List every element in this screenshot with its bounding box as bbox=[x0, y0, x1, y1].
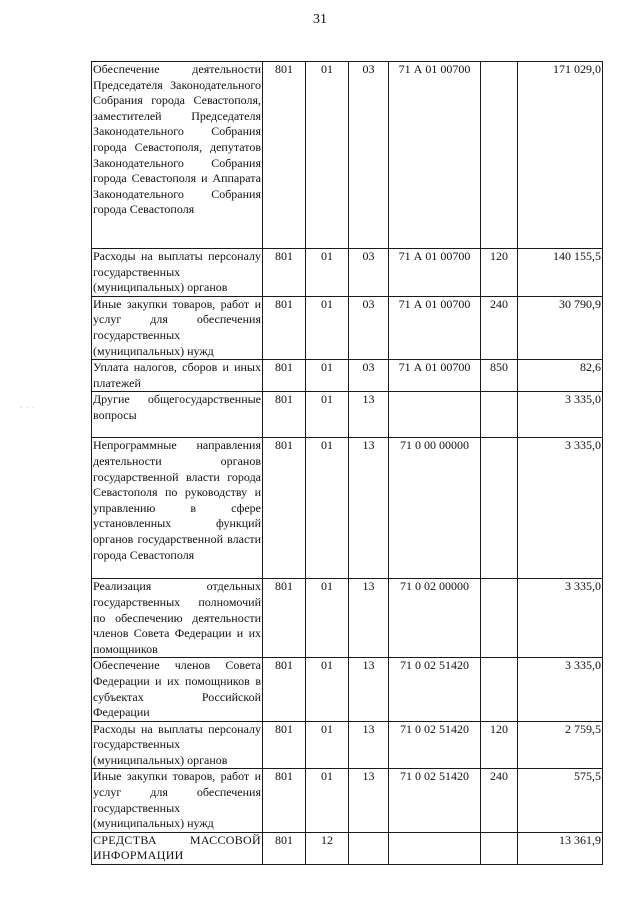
table-row bbox=[92, 658, 603, 721]
expense-type-cell bbox=[481, 392, 518, 438]
row-name-cell: Обеспечение членов Совета Федерации и их помощников в субъектах Российской Федерации bbox=[92, 658, 263, 721]
table-row bbox=[92, 769, 603, 832]
section-code-cell: 01 bbox=[306, 721, 349, 769]
row-name-cell: Реализация отдельных государственных полномочий по обеспечению деятельности членов Совета Федерации и их помощников bbox=[92, 579, 263, 658]
table-row bbox=[92, 296, 603, 359]
expense-type-cell bbox=[481, 62, 518, 249]
row-name-cell: Расходы на выплаты персоналу государственных (муниципальных) органов bbox=[92, 249, 263, 297]
table-row bbox=[92, 62, 603, 249]
table-row bbox=[92, 360, 603, 392]
ministry-code-cell: 801 bbox=[263, 360, 306, 392]
subsection-code-cell: 13 bbox=[349, 392, 389, 438]
amount-cell: 13 361,9 bbox=[518, 832, 603, 864]
ministry-code-cell: 801 bbox=[263, 721, 306, 769]
page-number: 31 bbox=[313, 12, 327, 27]
ministry-code-cell: 801 bbox=[263, 579, 306, 658]
section-code-cell: 01 bbox=[306, 62, 349, 249]
table-row bbox=[92, 832, 603, 864]
subsection-code-cell: 13 bbox=[349, 579, 389, 658]
table-row bbox=[92, 579, 603, 658]
target-article-cell: 71 0 02 00000 bbox=[389, 579, 481, 658]
expense-type-cell: 240 bbox=[481, 296, 518, 359]
table-row bbox=[92, 438, 603, 579]
expense-type-cell: 850 bbox=[481, 360, 518, 392]
target-article-cell bbox=[389, 832, 481, 864]
table-row bbox=[92, 721, 603, 769]
subsection-code-cell: 03 bbox=[349, 249, 389, 297]
expense-type-cell bbox=[481, 658, 518, 721]
amount-cell: 171 029,0 bbox=[518, 62, 603, 249]
expense-type-cell: 240 bbox=[481, 769, 518, 832]
ministry-code-cell: 801 bbox=[263, 249, 306, 297]
amount-cell: 30 790,9 bbox=[518, 296, 603, 359]
row-name-cell: Расходы на выплаты персоналу государственных (муниципальных) органов bbox=[92, 721, 263, 769]
section-code-cell: 01 bbox=[306, 438, 349, 579]
section-code-cell: 01 bbox=[306, 769, 349, 832]
ministry-code-cell: 801 bbox=[263, 296, 306, 359]
ministry-code-cell: 801 bbox=[263, 769, 306, 832]
subsection-code-cell: 13 bbox=[349, 769, 389, 832]
amount-cell: 575,5 bbox=[518, 769, 603, 832]
amount-cell: 140 155,5 bbox=[518, 249, 603, 297]
subsection-code-cell: 03 bbox=[349, 360, 389, 392]
row-name-cell: Обеспечение деятельности Председателя Законодательного Собрания города Севастополя, заместителей Председателя Законодательного Собрания города Севастополя, депутатов Законодательного Собрания города Севастополя и Аппарата Законодательного Собрания города Севастополя bbox=[92, 62, 263, 249]
subsection-code-cell: 13 bbox=[349, 658, 389, 721]
target-article-cell: 71 0 02 51420 bbox=[389, 769, 481, 832]
section-code-cell: 01 bbox=[306, 392, 349, 438]
ministry-code-cell: 801 bbox=[263, 392, 306, 438]
target-article-cell: 71 А 01 00700 bbox=[389, 249, 481, 297]
margin-mark: · · · bbox=[20, 404, 36, 412]
subsection-code-cell: 03 bbox=[349, 62, 389, 249]
row-name-cell: Другие общегосударственные вопросы bbox=[92, 392, 263, 438]
target-article-cell: 71 0 02 51420 bbox=[389, 721, 481, 769]
table-row bbox=[92, 392, 603, 438]
amount-cell: 3 335,0 bbox=[518, 658, 603, 721]
target-article-cell: 71 А 01 00700 bbox=[389, 296, 481, 359]
target-article-cell: 71 А 01 00700 bbox=[389, 62, 481, 249]
section-code-cell: 01 bbox=[306, 360, 349, 392]
section-title-cell: СРЕДСТВА МАССОВОЙ ИНФОРМАЦИИ bbox=[92, 832, 263, 864]
ministry-code-cell: 801 bbox=[263, 832, 306, 864]
row-name-cell: Уплата налогов, сборов и иных платежей bbox=[92, 360, 263, 392]
amount-cell: 3 335,0 bbox=[518, 438, 603, 579]
amount-cell: 3 335,0 bbox=[518, 392, 603, 438]
section-code-cell: 01 bbox=[306, 296, 349, 359]
amount-cell: 82,6 bbox=[518, 360, 603, 392]
expense-type-cell: 120 bbox=[481, 721, 518, 769]
section-code-cell: 12 bbox=[306, 832, 349, 864]
target-article-cell bbox=[389, 392, 481, 438]
target-article-cell: 71 А 01 00700 bbox=[389, 360, 481, 392]
section-code-cell: 01 bbox=[306, 579, 349, 658]
ministry-code-cell: 801 bbox=[263, 438, 306, 579]
expense-type-cell bbox=[481, 579, 518, 658]
expense-type-cell bbox=[481, 438, 518, 579]
section-code-cell: 01 bbox=[306, 658, 349, 721]
target-article-cell: 71 0 02 51420 bbox=[389, 658, 481, 721]
row-name-cell: Непрограммные направления деятельности органов государственной власти города Севастополя по руководству и управлению в сфере установленных функций органов государственной власти города Севастополя bbox=[92, 438, 263, 579]
table-row bbox=[92, 249, 603, 297]
expense-type-cell: 120 bbox=[481, 249, 518, 297]
row-name-cell: Иные закупки товаров, работ и услуг для обеспечения государственных (муниципальных) нужд bbox=[92, 769, 263, 832]
budget-table bbox=[91, 61, 603, 865]
section-code-cell: 01 bbox=[306, 249, 349, 297]
subsection-code-cell: 13 bbox=[349, 438, 389, 579]
target-article-cell: 71 0 00 00000 bbox=[389, 438, 481, 579]
amount-cell: 2 759,5 bbox=[518, 721, 603, 769]
ministry-code-cell: 801 bbox=[263, 62, 306, 249]
subsection-code-cell bbox=[349, 832, 389, 864]
subsection-code-cell: 03 bbox=[349, 296, 389, 359]
amount-cell: 3 335,0 bbox=[518, 579, 603, 658]
ministry-code-cell: 801 bbox=[263, 658, 306, 721]
expense-type-cell bbox=[481, 832, 518, 864]
row-name-cell: Иные закупки товаров, работ и услуг для обеспечения государственных (муниципальных) нужд bbox=[92, 296, 263, 359]
subsection-code-cell: 13 bbox=[349, 721, 389, 769]
